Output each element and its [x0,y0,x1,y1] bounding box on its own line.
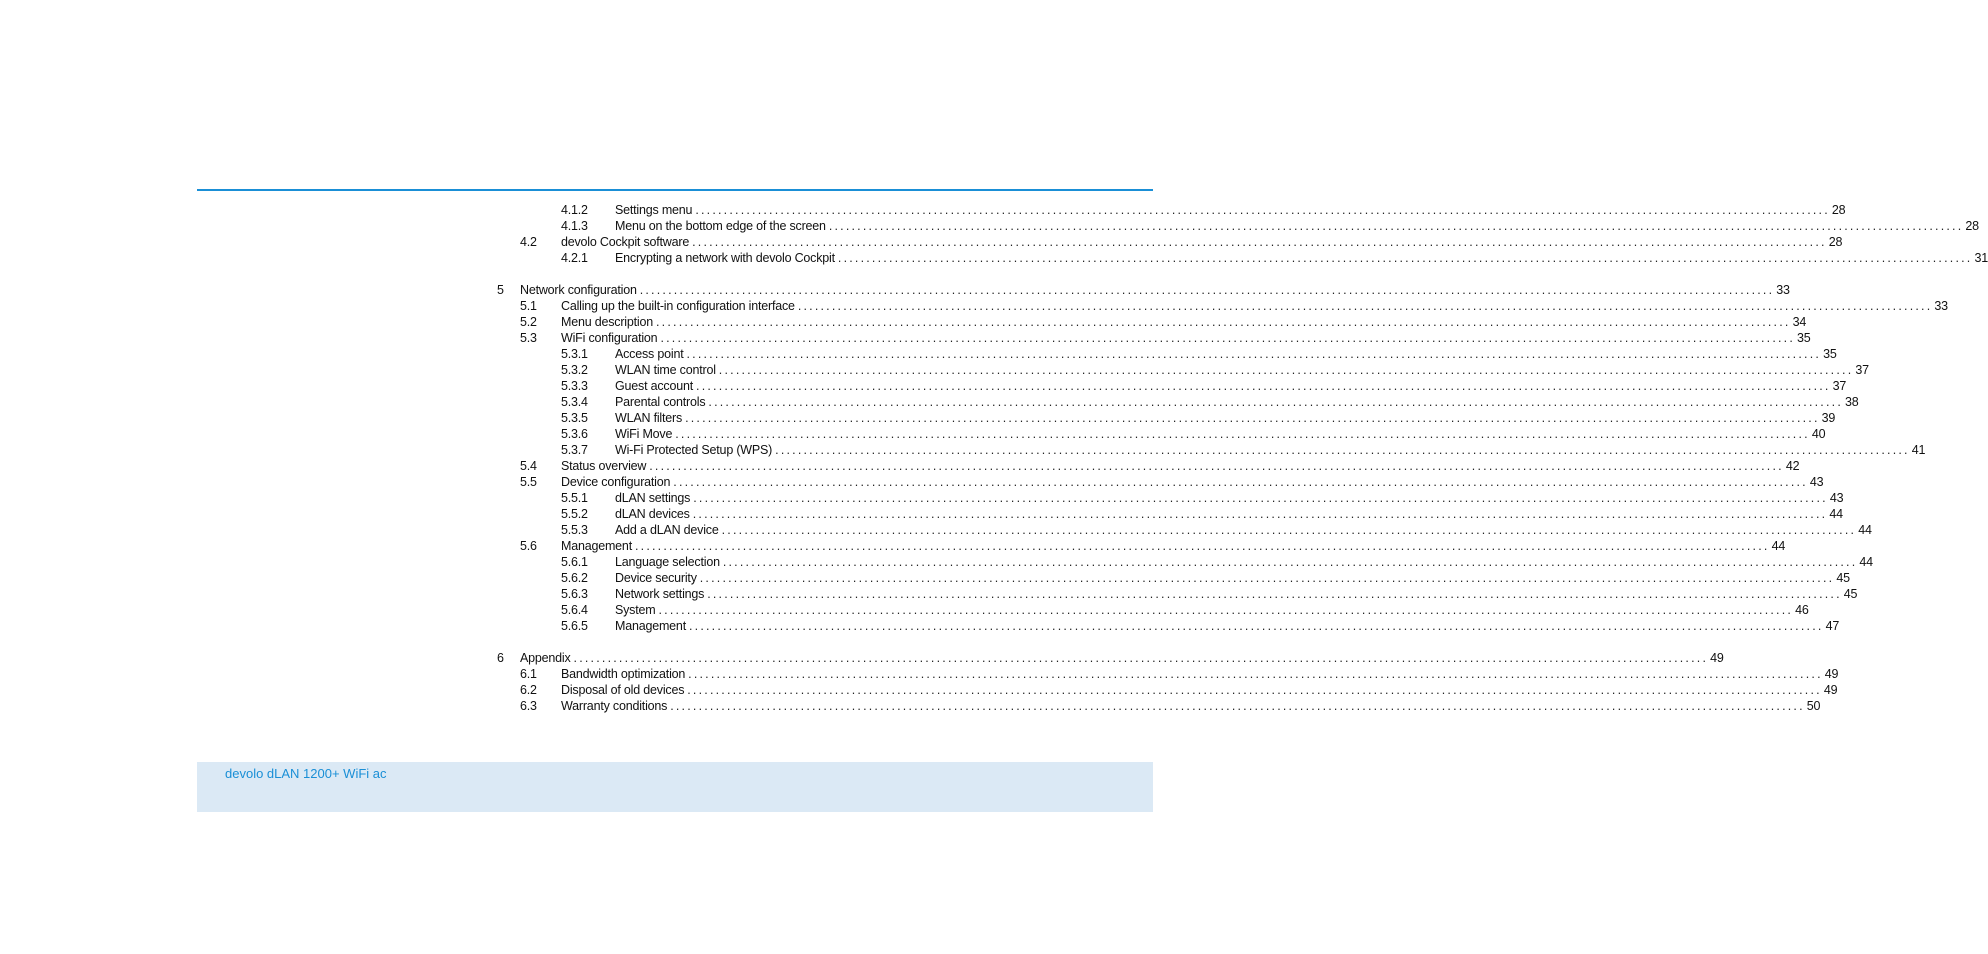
toc-entry-number: 6.2 [520,683,537,697]
toc-entry-line [615,346,1837,362]
toc-entry-title: Network settings [615,586,707,602]
toc-dot-leader: ........................................................................................................................................................................................................ [708,395,1843,409]
toc-entry[interactable] [497,218,1979,234]
toc-entry-title: Management [615,618,689,634]
toc-entry-number: 5.2 [520,315,537,329]
toc-entry-number: 5.1 [520,299,537,313]
toc-entry-number: 5.6.1 [561,555,588,569]
toc-entry[interactable] [497,378,1847,394]
toc-entry-page: 38 [1845,395,1859,409]
toc-entry[interactable] [497,618,1840,634]
toc-entry-page: 43 [1809,475,1824,489]
toc-entry[interactable] [497,314,1807,330]
toc-dot-leader: ........................................................................................................................................................................................................ [693,491,1828,505]
footer-band [197,762,1153,812]
toc-entry[interactable] [497,426,1826,442]
toc-entry-page: 49 [1824,667,1839,681]
toc-entry-title: Add a dLAN device [615,522,722,538]
toc-entry-page: 28 [1831,203,1846,217]
toc-entry-line [615,426,1826,442]
toc-dot-leader: ........................................................................................................................................................................................................ [828,219,1964,233]
toc-entry[interactable] [497,522,1872,538]
toc-entry-title: WLAN filters [615,410,685,426]
toc-dot-leader: ........................................................................................................................................................................................................ [658,603,1794,617]
toc-entry[interactable] [497,282,1790,298]
toc-entry-number: 5.5 [520,475,537,489]
toc-entry-number: 6.3 [520,699,537,713]
toc-entry-number: 5.3.3 [561,379,588,393]
toc-dot-leader: ........................................................................................................................................................................................................ [718,363,1854,377]
toc-entry-title: WiFi configuration [561,330,660,346]
toc-entry-line [615,442,1926,458]
toc-entry-page: 31 [1974,251,1988,265]
toc-entry[interactable] [497,602,1809,618]
toc-entry-line [615,618,1840,634]
toc-entry-title: Disposal of old devices [561,682,687,698]
toc-entry[interactable] [497,570,1850,586]
toc-entry-number: 5.3.2 [561,363,588,377]
toc-entry[interactable] [497,506,1843,522]
toc-entry-number: 5.6.2 [561,571,588,585]
toc-dot-leader: ........................................................................................................................................................................................................ [639,283,1775,297]
toc-entry-title: Calling up the built-in configuration interface [561,298,798,314]
toc-entry-title: Bandwidth optimization [561,666,688,682]
toc-entry-title: WLAN time control [615,362,719,378]
toc-entry-page: 35 [1823,347,1837,361]
toc-dot-leader: ........................................................................................................................................................................................................ [675,427,1810,441]
toc-entry-page: 34 [1792,315,1807,329]
toc-entry-page: 28 [1965,219,1979,233]
toc-entry-title: Access point [615,346,686,362]
toc-entry-title: Device configuration [561,474,673,490]
toc-entry[interactable] [497,250,1988,266]
toc-entry-number: 5.3.6 [561,427,588,441]
toc-entry-title: Parental controls [615,394,708,410]
toc-entry[interactable] [497,682,1838,698]
toc-entry-title: Warranty conditions [561,698,670,714]
toc-entry-line [615,362,1869,378]
toc-dot-leader: ........................................................................................................................................................................................................ [695,203,1830,217]
toc-entry-line [520,282,1790,298]
table-of-contents [497,202,1988,714]
toc-dot-leader: ........................................................................................................................................................................................................ [699,571,1835,585]
toc-entry-page: 45 [1843,587,1858,601]
toc-dot-leader: ........................................................................................................................................................................................................ [656,315,1791,329]
toc-entry-line [561,234,1843,250]
toc-entry-line [615,378,1847,394]
toc-entry-page: 45 [1836,571,1850,585]
toc-entry-page: 35 [1797,331,1811,345]
toc-entry-page: 37 [1855,363,1869,377]
toc-entry-line [615,490,1844,506]
toc-entry-page: 50 [1806,699,1821,713]
toc-dot-leader: ........................................................................................................................................................................................................ [670,699,1805,713]
toc-entry-title: Encrypting a network with devolo Cockpit [615,250,838,266]
toc-entry-line [615,554,1873,570]
toc-dot-leader: ........................................................................................................................................................................................................ [692,507,1828,521]
toc-entry-title: Language selection [615,554,723,570]
toc-dot-leader: ........................................................................................................................................................................................................ [634,539,1770,553]
toc-entry-page: 44 [1858,523,1872,537]
toc-entry-number: 4.2.1 [561,251,588,265]
toc-entry-title: devolo Cockpit software [561,234,692,250]
toc-entry-page: 47 [1825,619,1840,633]
toc-entry-line [520,650,1724,666]
toc-entry-number: 5.5.1 [561,491,588,505]
toc-entry-number: 6.1 [520,667,537,681]
toc-entry[interactable] [497,394,1859,410]
toc-entry-number: 6 [497,651,504,665]
toc-dot-leader: ........................................................................................................................................................................................................ [685,411,1820,425]
toc-entry-page: 44 [1829,507,1843,521]
toc-entry-page: 33 [1776,283,1790,297]
toc-entry-number: 5.6.4 [561,603,588,617]
toc-entry-page: 39 [1821,411,1836,425]
toc-entry-page: 44 [1859,555,1873,569]
toc-entry[interactable] [497,410,1836,426]
toc-entry-title: System [615,602,658,618]
toc-entry-number: 5.3.5 [561,411,588,425]
toc-dot-leader: ........................................................................................................................................................................................................ [797,299,1933,313]
toc-entry-page: 41 [1911,443,1926,457]
toc-dot-leader: ........................................................................................................................................................................................................ [688,667,1823,681]
toc-entry[interactable] [497,330,1811,346]
toc-entry-page: 28 [1828,235,1843,249]
toc-entry-number: 5.4 [520,459,537,473]
toc-entry-title: Menu description [561,314,656,330]
toc-dot-leader: ........................................................................................................................................................................................................ [837,251,1973,265]
toc-dot-leader: ........................................................................................................................................................................................................ [707,587,1842,601]
toc-entry-number: 5.6.3 [561,587,588,601]
toc-entry-line [561,298,1948,314]
toc-entry-line [615,218,1979,234]
toc-dot-leader: ........................................................................................................................................................................................................ [692,235,1827,249]
toc-entry-line [561,474,1824,490]
toc-dot-leader: ........................................................................................................................................................................................................ [696,379,1831,393]
toc-dot-leader: ........................................................................................................................................................................................................ [721,523,1857,537]
toc-entry[interactable] [497,346,1837,362]
toc-entry-title: dLAN devices [615,506,693,522]
toc-entry-line [615,602,1809,618]
toc-entry[interactable] [497,202,1846,218]
toc-entry-page: 42 [1785,459,1800,473]
toc-entry[interactable] [497,474,1824,490]
toc-dot-leader: ........................................................................................................................................................................................................ [687,683,1822,697]
toc-dot-leader: ........................................................................................................................................................................................................ [686,347,1822,361]
toc-entry[interactable] [497,458,1800,474]
toc-entry-line [615,394,1859,410]
toc-entry-title: Wi-Fi Protected Setup (WPS) [615,442,775,458]
toc-entry[interactable] [497,650,1724,666]
toc-entry-page: 49 [1710,651,1724,665]
toc-dot-leader: ........................................................................................................................................................................................................ [688,619,1824,633]
toc-entry-title: Network configuration [520,282,640,298]
toc-entry-line [561,682,1838,698]
toc-entry-number: 5.3.4 [561,395,588,409]
toc-entry-line [561,330,1811,346]
toc-entry[interactable] [497,554,1873,570]
toc-entry-line [615,410,1836,426]
toc-entry-page: 49 [1823,683,1838,697]
toc-entry-line [615,250,1988,266]
toc-entry[interactable] [497,442,1926,458]
toc-entry[interactable] [497,490,1844,506]
toc-dot-leader: ........................................................................................................................................................................................................ [660,331,1796,345]
toc-entry-title: Settings menu [615,202,695,218]
toc-entry-page: 44 [1771,539,1786,553]
toc-entry-number: 4.1.3 [561,219,588,233]
toc-entry-number: 5.3 [520,331,537,345]
toc-entry-page: 40 [1811,427,1826,441]
toc-entry-number: 5.5.3 [561,523,588,537]
toc-entry-title: WiFi Move [615,426,675,442]
toc-entry-line [615,202,1846,218]
toc-entry-title: Menu on the bottom edge of the screen [615,218,829,234]
footer-product-name: devolo dLAN 1200+ WiFi ac [225,766,387,781]
toc-entry-line [561,698,1821,714]
toc-entry-line [561,666,1839,682]
toc-entry-line [615,570,1850,586]
toc-entry-page: 43 [1829,491,1844,505]
toc-entry[interactable] [497,298,1948,314]
toc-entry-number: 5 [497,283,504,297]
toc-entry-title: Management [561,538,635,554]
toc-entry[interactable] [497,666,1839,682]
toc-entry-title: Device security [615,570,700,586]
toc-entry[interactable] [497,586,1858,602]
toc-entry-number: 5.6 [520,539,537,553]
header-rule [197,189,1153,191]
toc-entry-number: 4.2 [520,235,537,249]
toc-entry-title: dLAN settings [615,490,693,506]
toc-entry-number: 5.6.5 [561,619,588,633]
toc-entry-line [615,586,1858,602]
toc-entry-line [561,314,1807,330]
toc-entry[interactable] [497,362,1869,378]
toc-entry-page: 33 [1934,299,1948,313]
toc-dot-leader: ........................................................................................................................................................................................................ [722,555,1858,569]
toc-dot-leader: ........................................................................................................................................................................................................ [775,443,1910,457]
toc-dot-leader: ........................................................................................................................................................................................................ [649,459,1784,473]
toc-entry[interactable] [497,234,1843,250]
toc-entry-page: 46 [1795,603,1809,617]
toc-dot-leader: ........................................................................................................................................................................................................ [573,651,1709,665]
toc-entry-title: Status overview [561,458,649,474]
toc-entry-number: 5.3.7 [561,443,588,457]
toc-entry-line [561,458,1800,474]
toc-entry-title: Appendix [520,650,574,666]
toc-entry-page: 37 [1832,379,1847,393]
toc-entry-line [561,538,1786,554]
toc-entry[interactable] [497,698,1821,714]
toc-entry-number: 5.5.2 [561,507,588,521]
toc-entry-line [615,522,1872,538]
toc-entry-number: 4.1.2 [561,203,588,217]
toc-entry-title: Guest account [615,378,696,394]
toc-dot-leader: ........................................................................................................................................................................................................ [673,475,1808,489]
toc-entry[interactable] [497,538,1786,554]
toc-entry-number: 5.3.1 [561,347,588,361]
toc-entry-line [615,506,1843,522]
